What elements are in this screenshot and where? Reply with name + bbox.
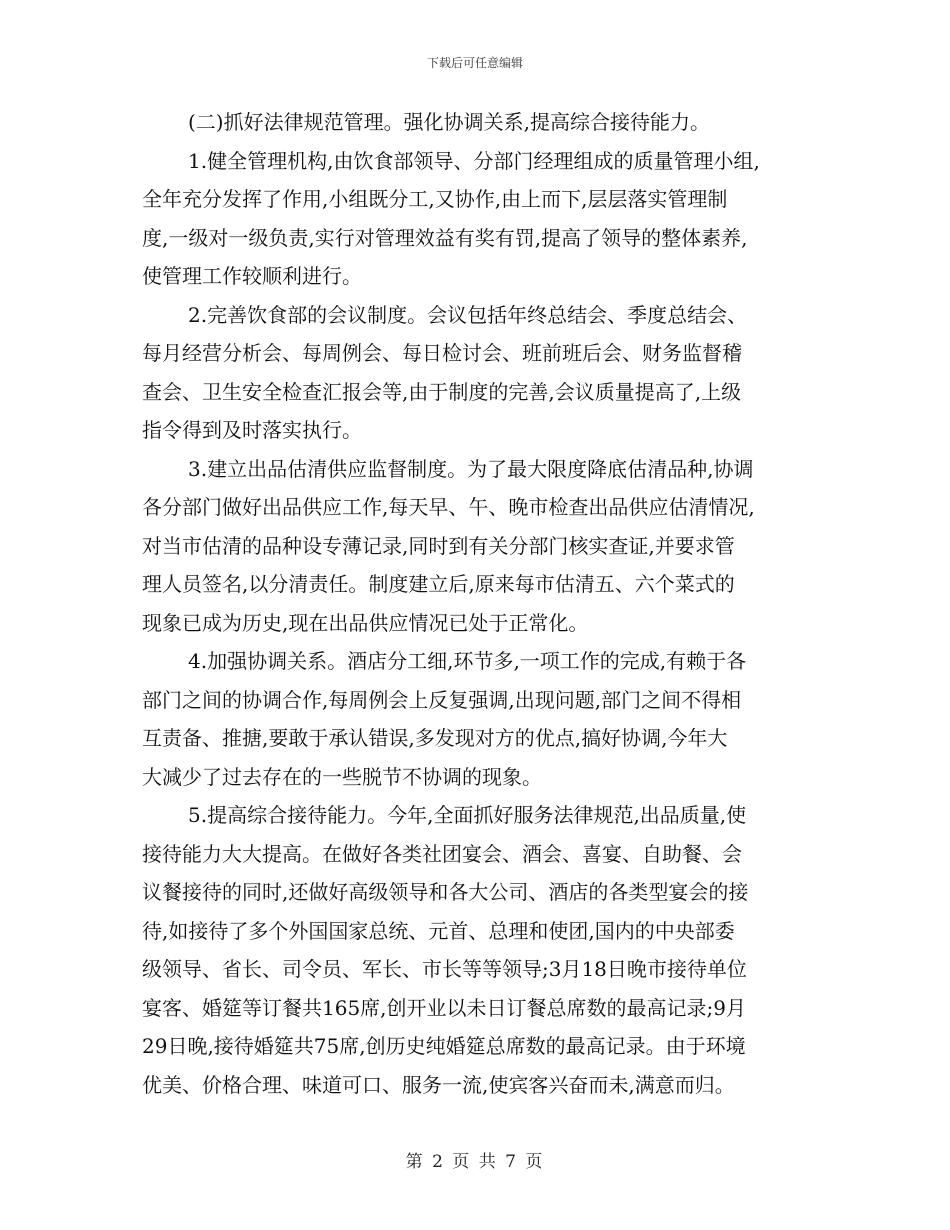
page-number-footer: 第 2 页 共 7 页 xyxy=(405,1152,545,1172)
paragraph-line: 现象已成为历史,现在出品供应情况已处于正常化。 xyxy=(142,610,589,635)
document-body xyxy=(142,103,810,1104)
paragraph-line: 指令得到及时落实执行。 xyxy=(142,418,362,442)
paragraph-line: 3.建立出品估清供应监督制度。为了最大限度降底估清品种,协调 xyxy=(188,456,754,481)
paragraph-line: 宴客、婚筵等订餐共165席,创开业以未日订餐总席数的最高记录;9月 xyxy=(142,995,746,1020)
paragraph-line: 全年充分发挥了作用,小组既分工,又协作,由上而下,层层落实管理制 xyxy=(142,187,728,211)
paragraph-line: 各分部门做好出品供应工作,每天早、午、晚市检查出品供应估清情况, xyxy=(142,495,755,519)
paragraph-line: 级领导、省长、司令员、军长、市长等等领导;3月18日晚市接待单位 xyxy=(142,957,747,981)
paragraph-line: 度,一级对一级负责,实行对管理效益有奖有罚,提高了领导的整体素养, xyxy=(142,225,748,250)
paragraph-line: 对当市估清的品种设专薄记录,同时到有关分部门核实查证,并要求管 xyxy=(142,533,735,558)
paragraph-line: 待,如接待了多个外国国家总统、元首、总理和使团,国内的中央部委 xyxy=(142,918,735,943)
paragraph-line: 5.提高综合接待能力。今年,全面抓好服务法律规范,出品质量,使 xyxy=(188,803,747,827)
paragraph-line: 议餐接待的同时,还做好高级领导和各大公司、酒店的各类型宴会的接 xyxy=(142,880,749,904)
paragraph-line: 1.健全管理机构,由饮食部领导、分部门经理组成的质量管理小组, xyxy=(188,148,760,173)
section-heading: (二)抓好法律规范管理。强化协调关系,提高综合接待能力。 xyxy=(188,110,710,134)
paragraph-line: 接待能力大大提高。在做好各类社团宴会、酒会、喜宴、自助餐、会 xyxy=(142,841,742,866)
paragraph-line: 理人员签名,以分清责任。制度建立后,原来每市估清五、六个菜式的 xyxy=(142,572,735,596)
paragraph-line: 大减少了过去存在的一些脱节不协调的现象。 xyxy=(142,764,542,789)
paragraph-line: 查会、卫生安全检查汇报会等,由于制度的完善,会议质量提高了,上级 xyxy=(142,379,742,404)
paragraph-line: 29日晚,接待婚筵共75席,创历史纯婚筵总席数的最高记录。由于环境 xyxy=(142,1034,746,1058)
header-note: 下载后可任意编辑 xyxy=(426,56,523,70)
paragraph-line: 使管理工作较顺利进行。 xyxy=(142,264,362,288)
paragraph-line: 优美、价格合理、味道可口、服务一流,使宾客兴奋而未,满意而归。 xyxy=(142,1072,735,1097)
paragraph-line: 互责备、推搪,要敢于承认错误,多发现对方的优点,搞好协调,今年大 xyxy=(142,726,728,750)
paragraph-line: 部门之间的协调合作,每周例会上反复强调,出现问题,部门之间不得相 xyxy=(142,687,742,712)
paragraph-line: 2.完善饮食部的会议制度。会议包括年终总结会、季度总结会、 xyxy=(188,302,748,327)
paragraph-line: 每月经营分析会、每周例会、每日检讨会、班前班后会、财务监督稽 xyxy=(142,341,742,365)
paragraph-line: 4.加强协调关系。酒店分工细,环节多,一项工作的完成,有赖于各 xyxy=(188,649,747,673)
